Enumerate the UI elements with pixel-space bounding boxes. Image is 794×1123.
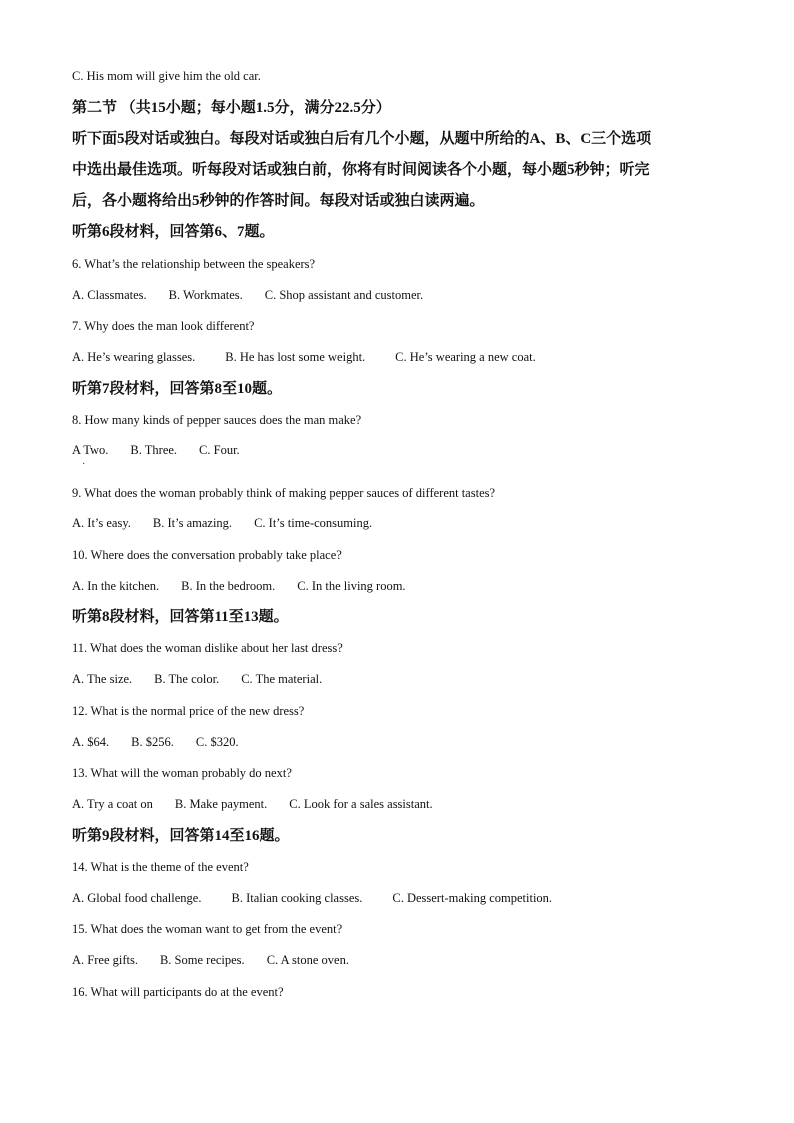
group-heading: 听第6段材料，回答第6、7题。	[72, 224, 275, 240]
question-text: 10. Where does the conversation probably take place?	[72, 548, 342, 562]
option-c[interactable]: C. Dessert-making competition.	[392, 891, 553, 905]
options-line	[72, 796, 433, 812]
option-a[interactable]: A. In the kitchen.	[72, 579, 160, 593]
option-b[interactable]: B. It’s amazing.	[152, 516, 233, 530]
option-b[interactable]: B. Make payment.	[174, 797, 268, 811]
option-c[interactable]: C. $320.	[195, 735, 239, 749]
options-line	[72, 287, 423, 303]
question-text: 16. What will participants do at the event?	[72, 985, 284, 999]
option-b[interactable]: B. Italian cooking classes.	[231, 891, 363, 905]
option-c[interactable]: C. Look for a sales assistant.	[289, 797, 433, 811]
option-b[interactable]: B. Some recipes.	[159, 953, 245, 967]
options-line	[72, 671, 322, 687]
question-text: 11. What does the woman dislike about her last dress?	[72, 641, 343, 655]
option-b[interactable]: B. In the bedroom.	[181, 579, 276, 593]
option-c[interactable]: C. Shop assistant and customer.	[264, 288, 424, 302]
question-text: 12. What is the normal price of the new dress?	[72, 704, 305, 718]
option-c[interactable]: C. Four.	[199, 443, 240, 457]
option-c[interactable]: C. In the living room.	[297, 579, 406, 593]
instruction-line: 后，各小题将给出5秒钟的作答时间。每段对话或独白读两遍。	[72, 193, 485, 209]
option-line	[72, 68, 261, 84]
options-line	[72, 442, 240, 458]
option-a[interactable]: A. $64.	[72, 735, 110, 749]
options-line	[72, 515, 372, 531]
group-heading: 听第7段材料，回答第8至10题。	[72, 381, 283, 397]
option-c[interactable]: C. It’s time-consuming.	[254, 516, 373, 530]
group-heading: 听第8段材料，回答第11至13题。	[72, 609, 289, 625]
option-a[interactable]: A Two.	[72, 443, 109, 457]
options-line	[72, 578, 406, 594]
option-a[interactable]: A. Classmates.	[72, 288, 147, 302]
question-text: 14. What is the theme of the event?	[72, 860, 249, 874]
options-line	[72, 349, 536, 365]
question-text: 9. What does the woman probably think of making pepper sauces of different tastes?	[72, 486, 496, 500]
question-text: 7. Why does the man look different?	[72, 319, 255, 333]
instruction-line: 中选出最佳选项。听每段对话或独白前，你将有时间阅读各个小题，每小题5秒钟；听完	[72, 162, 650, 178]
option-b[interactable]: B. The color.	[154, 672, 220, 686]
option-c[interactable]: C. The material.	[241, 672, 323, 686]
question-text: 6. What’s the relationship between the speakers?	[72, 257, 316, 271]
option-a[interactable]: A. The size.	[72, 672, 133, 686]
option-b[interactable]: B. Three.	[130, 443, 178, 457]
option-a[interactable]: A. Global food challenge.	[72, 891, 202, 905]
option-a[interactable]: A. Try a coat on	[72, 797, 153, 811]
option-b[interactable]: B. He has lost some weight.	[225, 350, 366, 364]
question-text: 15. What does the woman want to get from the event?	[72, 922, 343, 936]
option-b[interactable]: B. Workmates.	[168, 288, 243, 302]
option-a[interactable]: A. Free gifts.	[72, 953, 138, 967]
top-option-text: C. His mom will give him the old car.	[72, 69, 261, 83]
option-a[interactable]: A. It’s easy.	[72, 516, 131, 530]
options-line	[72, 890, 552, 906]
option-b[interactable]: B. $256.	[131, 735, 174, 749]
group-heading: 听第9段材料，回答第14至16题。	[72, 828, 290, 844]
options-line	[72, 952, 349, 968]
stray-mark: ·	[82, 459, 86, 470]
option-c[interactable]: C. He’s wearing a new coat.	[395, 350, 536, 364]
option-c[interactable]: C. A stone oven.	[266, 953, 349, 967]
question-text: 13. What will the woman probably do next?	[72, 766, 292, 780]
option-a[interactable]: A. He’s wearing glasses.	[72, 350, 196, 364]
question-text: 8. How many kinds of pepper sauces does the man make?	[72, 413, 362, 427]
options-line	[72, 734, 239, 750]
instruction-line: 听下面5段对话或独白。每段对话或独白后有几个小题，从题中所给的A、B、C三个选项	[72, 131, 652, 147]
section-title: 第二节 （共15小题；每小题1.5分，满分22.5分）	[72, 100, 391, 116]
